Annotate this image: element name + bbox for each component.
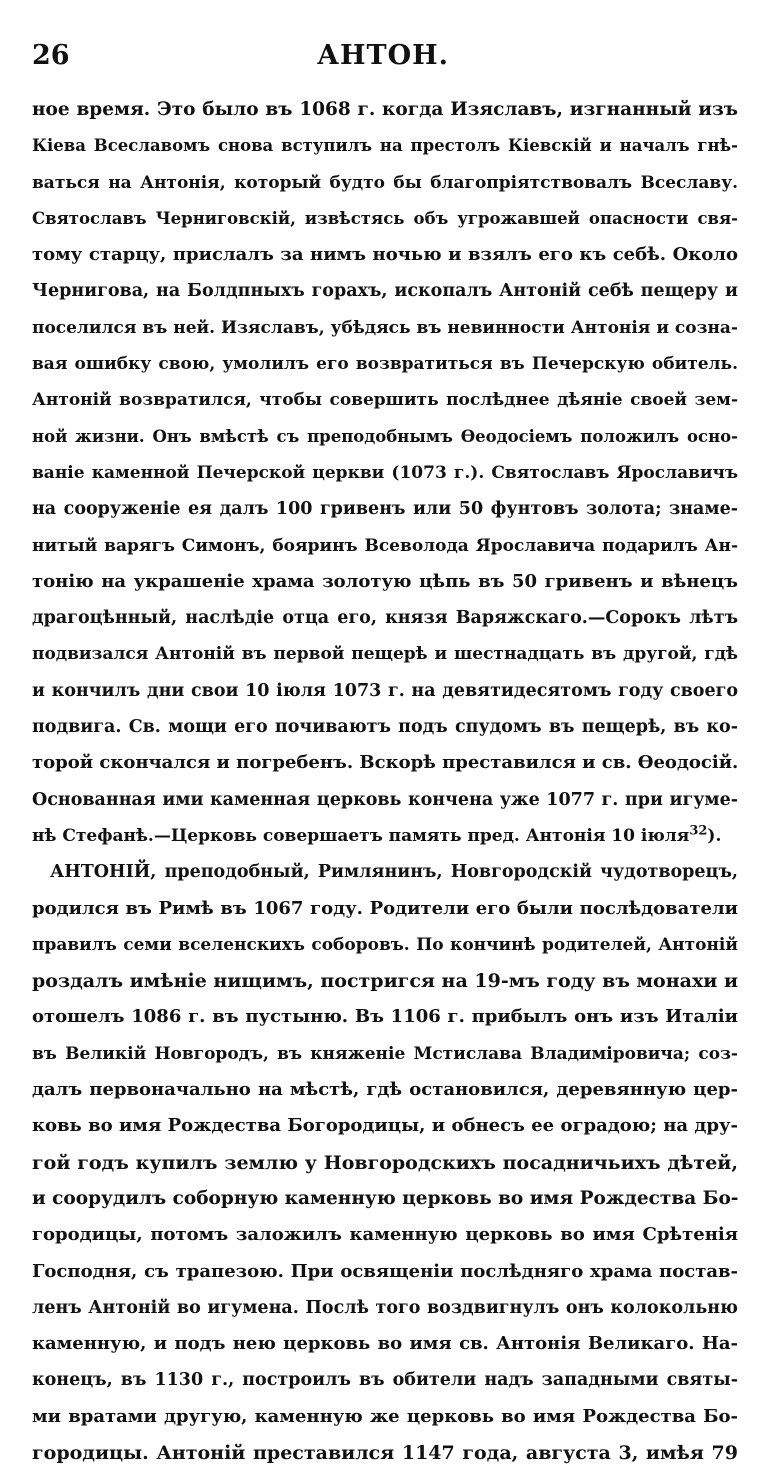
text-line-content: нитый варягъ Симонъ, бояринъ Всеволода Ярославича подарилъ Ан- (32, 535, 738, 556)
text-line-content: Господня, съ трапезою. При освященіи послѣдняго храма постав- (32, 1260, 738, 1282)
text-line (32, 1290, 738, 1326)
text-line-content: правилъ семи вселенскихъ соборовъ. По кончинѣ родителей, Антоній (32, 934, 738, 955)
text-line (32, 419, 738, 455)
text-line-content: поселился въ ней. Изяславъ, убѣдясь въ невинности Антонія и созна- (32, 317, 738, 338)
text-line (32, 1036, 738, 1072)
text-line (32, 1217, 738, 1253)
text-line-content: тому старцу, прислалъ за нимъ ночью и взялъ его къ себѣ. Около (32, 244, 738, 266)
text-line (32, 1362, 738, 1398)
text-line (32, 818, 738, 854)
text-line-content: драгоцѣнный, наслѣдіе отца его, князя Варяжскаго.—Сорокъ лѣтъ (32, 608, 738, 629)
text-line (32, 165, 738, 201)
text-line (32, 237, 738, 273)
text-line (32, 782, 738, 818)
text-line (32, 927, 738, 963)
text-line-content: ваться на Антонія, который будто бы благопріятствовалъ Всеславу. (32, 172, 738, 193)
text-line-content: Основанная ими каменная церковь кончена уже 1077 г. при игуме- (32, 789, 738, 810)
text-line-content: нѣ Стефанѣ.—Церковь совершаетъ память пред. Антонія 10 іюля (32, 825, 690, 846)
text-line (32, 1399, 738, 1435)
text-line (32, 1181, 738, 1217)
text-line (32, 1254, 738, 1290)
text-line-content: Чернигова, на Болдпныхъ горахъ, ископалъ Антоній себѣ пещеру и (32, 281, 738, 302)
text-line-content: конецъ, въ 1130 г., построилъ въ обители надъ западными святы- (32, 1370, 738, 1391)
text-line-content: ное время. Это было въ 1068 г. когда Изяславъ, изгнанный изъ (32, 99, 738, 120)
footnote-reference: 32 (689, 823, 708, 839)
text-line (32, 346, 738, 382)
text-line-content: ваніе каменной Печерской церкви (1073 г.). Святославъ Ярославичъ (32, 462, 738, 483)
text-line-content: Святославъ Черниговскій, извѣстясь объ угрожавшей опасности свя- (32, 208, 738, 228)
text-line (32, 999, 738, 1035)
text-line (32, 528, 738, 564)
text-line-content: ной жизни. Онъ вмѣстѣ съ преподобнымъ Ѳеодосіемъ положилъ осно- (32, 426, 738, 446)
body-text (32, 92, 738, 1471)
text-line (32, 1108, 738, 1144)
text-line-content: далъ первоначально на мѣстѣ, гдѣ остановился, деревянную цер- (32, 1079, 738, 1101)
text-line-content: АНТОНІЙ, преподобный, Римлянинъ, Новгородскій чудотворецъ, (50, 862, 738, 883)
text-line-content: торой скончался и погребенъ. Вскорѣ преставился и св. Ѳеодосій. (32, 752, 738, 774)
text-line-content: родился въ Римѣ въ 1067 году. Родители его были послѣдователи (32, 897, 738, 919)
page-number: 26 (32, 40, 70, 71)
text-line-content: роздалъ имѣніе нищимъ, постригся на 19-мъ году въ монахи и (32, 970, 738, 993)
text-line-content: Кіева Всеславомъ снова вступилъ на престолъ Кіевскій и началъ гнѣ- (32, 136, 738, 156)
text-line (32, 745, 738, 781)
text-line (32, 455, 738, 491)
text-line (32, 709, 738, 745)
text-line (32, 636, 738, 672)
running-head: АНТОН. (316, 40, 450, 71)
text-line-content: и соорудилъ соборную каменную церковь во имя Рождества Бо- (32, 1187, 738, 1209)
text-line-content: и кончилъ дни свои 10 іюля 1073 г. на девятидесятомъ году своего (32, 680, 738, 701)
text-line (32, 1435, 738, 1471)
text-line (32, 564, 738, 600)
text-line (32, 92, 738, 128)
text-line (32, 673, 738, 709)
text-line-content: подвизался Антоній въ первой пещерѣ и шестнадцать въ другой, гдѣ (32, 644, 738, 665)
text-line-content: ковь во имя Рождества Богородицы, и обнесъ ее оградою; на дру- (32, 1115, 738, 1137)
text-line-content: гой годъ купилъ землю у Новгородскихъ посадничьихъ дѣтей, (32, 1151, 738, 1174)
text-line-content: отошелъ 1086 г. въ пустыню. Въ 1106 г. прибылъ онъ изъ Италіи (32, 1006, 738, 1028)
text-line-content: каменную, и подъ нею церковь во имя св. Антонія Великаго. На- (32, 1333, 738, 1355)
text-line (32, 1072, 738, 1108)
text-line (32, 273, 738, 309)
text-line (32, 963, 738, 999)
text-line (32, 491, 738, 527)
text-line (32, 128, 738, 164)
text-line (32, 310, 738, 346)
text-line (32, 201, 738, 237)
text-line-content: вая ошибку свою, умолилъ его возвратиться въ Печерскую обитель. (32, 354, 738, 375)
text-line (32, 891, 738, 927)
text-line-content: Антоній возвратился, чтобы совершить послѣднее дѣяніе своей зем- (32, 390, 738, 411)
text-line-content: ленъ Антоній во игумена. Послѣ того воздвигнулъ онъ колокольню (32, 1297, 738, 1318)
text-line-content: подвига. Св. мощи его почиваютъ подъ спудомъ въ пещерѣ, въ ко- (32, 717, 738, 738)
text-line (32, 1145, 738, 1181)
text-line (32, 382, 738, 418)
page-header (32, 40, 734, 80)
text-line-content: тонію на украшеніе храма золотую цѣпь въ 50 гривенъ и вѣнецъ (32, 570, 738, 592)
text-line-content: городицы. Антоній преставился 1147 года, августа 3, имѣя 79 (32, 1441, 738, 1464)
text-line (32, 600, 738, 636)
text-line-content: ми вратами другую, каменную же церковь во имя Рождества Бо- (32, 1405, 738, 1427)
text-line (32, 854, 738, 890)
text-line-content: городицы, потомъ заложилъ каменную церковь во имя Срѣтенія (32, 1224, 738, 1246)
text-line (32, 1326, 738, 1362)
text-line-content: въ Великій Новгородъ, въ княженіе Мстислава Владиміровича; соз- (32, 1043, 738, 1064)
text-line-tail: ). (707, 825, 722, 846)
text-line-content: на сооруженіе ея далъ 100 гривенъ или 50 фунтовъ золота; знаме- (32, 499, 738, 520)
